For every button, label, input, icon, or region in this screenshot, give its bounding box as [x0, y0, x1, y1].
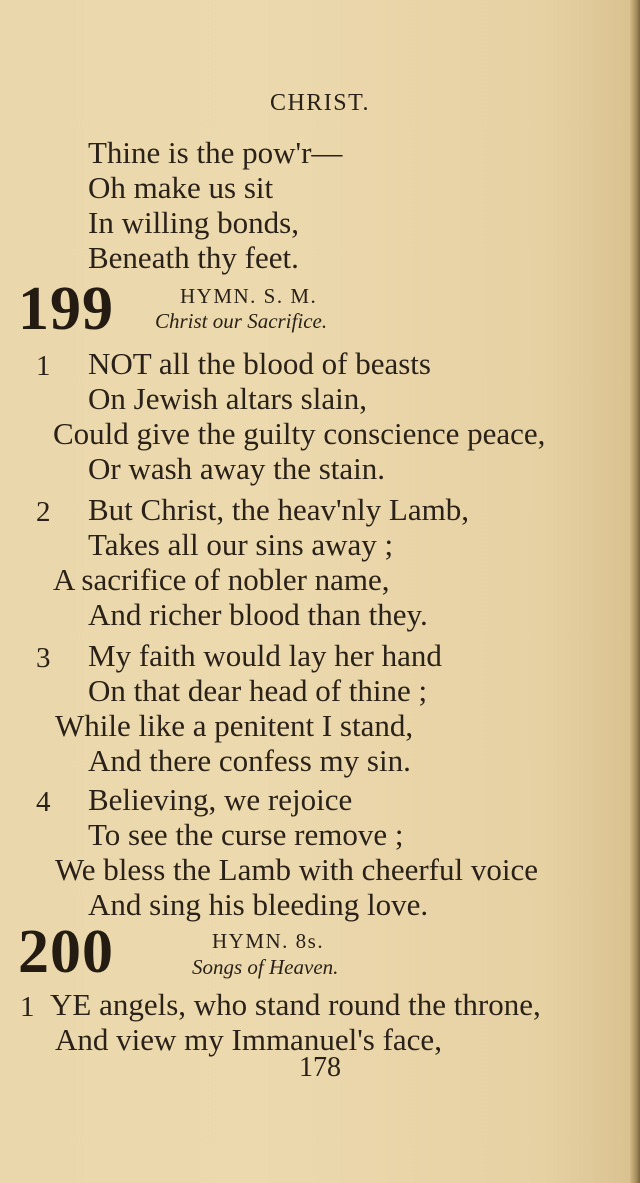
- verse-line: To see the curse remove ;: [88, 817, 404, 852]
- verse-line: Or wash away the stain.: [88, 451, 385, 486]
- verse-line: A sacrifice of nobler name,: [53, 562, 390, 597]
- verse-number: 3: [36, 642, 51, 674]
- verse-line: Beneath thy feet.: [88, 240, 299, 275]
- verse-line: And there confess my sin.: [88, 743, 411, 778]
- verse-line: Oh make us sit: [88, 170, 274, 205]
- page-number: 178: [299, 1052, 341, 1083]
- verse-line: YE angels, who stand round the throne,: [50, 987, 541, 1022]
- page-edge: [630, 0, 640, 1183]
- verse-line: Believing, we rejoice: [88, 782, 353, 817]
- hymn-title: Christ our Sacrifice.: [155, 309, 328, 333]
- verse-number: 4: [36, 786, 51, 818]
- verse-line: And view my Immanuel's face,: [55, 1022, 442, 1057]
- verse-line: NOT all the blood of beasts: [88, 346, 431, 381]
- verse-number: 2: [36, 496, 51, 528]
- hymn-title: Songs of Heaven.: [192, 955, 339, 979]
- verse-line: And richer blood than they.: [88, 597, 428, 632]
- verse-line: On Jewish altars slain,: [88, 381, 367, 416]
- verse-line: We bless the Lamb with cheerful voice: [55, 852, 538, 887]
- verse-line: Takes all our sins away ;: [88, 527, 394, 562]
- verse-line: In willing bonds,: [88, 205, 299, 240]
- hymn-meter: HYMN. 8s.: [212, 929, 325, 953]
- verse-line: On that dear head of thine ;: [88, 673, 428, 708]
- hymn-number: 200: [18, 918, 114, 986]
- verse-line: My faith would lay her hand: [88, 638, 442, 673]
- verse-line: Could give the guilty conscience peace,: [53, 416, 546, 451]
- verse-number: 1: [36, 350, 51, 382]
- verse-line: And sing his bleeding love.: [88, 887, 429, 922]
- verse-line: But Christ, the heav'nly Lamb,: [88, 492, 469, 527]
- verse-line: Thine is the pow'r—: [88, 135, 343, 170]
- hymn-meter: HYMN. S. M.: [180, 284, 318, 308]
- running-head: CHRIST.: [269, 90, 371, 116]
- verse-line: While like a penitent I stand,: [55, 708, 414, 743]
- verse-number: 1: [20, 991, 35, 1023]
- hymn-number: 199: [18, 275, 114, 343]
